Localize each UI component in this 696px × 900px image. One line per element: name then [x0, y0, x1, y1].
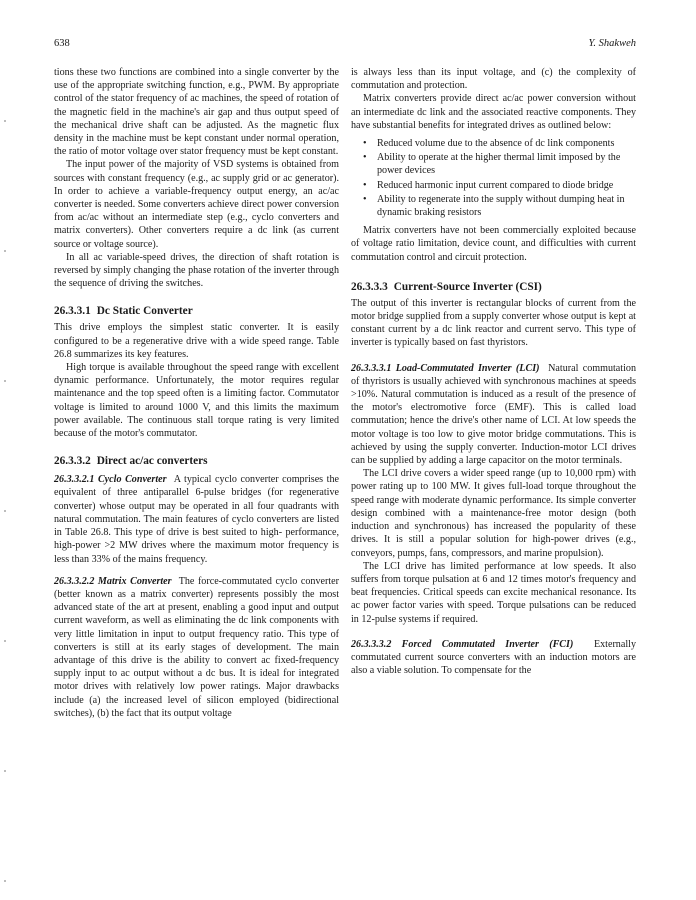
section-heading-direct-acac	[54, 454, 339, 468]
paragraph: In all ac variable-speed drives, the direction of shaft rotation is reversed by simply changing the phase rotation of the inverter through the sequence of driving the switches.	[54, 251, 339, 290]
paragraph: is always less than its input voltage, and (c) the complexity of commutation and protection.	[351, 67, 636, 92]
running-author: Y. Shakweh	[588, 38, 636, 49]
subsection-text: The force-commutated cyclo converter (better known as a matrix converter) represents possibly the most advanced state of the art at present, enabling a good input and output current waveform, as well as eliminating the dc link components with very little limitation in input to output frequency ratio. This type of converters is still at its early stages of development. The main advantage of this drive is the ability to convert ac fixed-frequency supply input to ac output without a dc bus. It is ideal for integrated motor drives with relatively low power ratings. Major drawbacks include (a) the increased level of silicon employed (bidirectional switches), (b) the fact that its output voltage	[54, 575, 340, 719]
paragraph: The LCI drive has limited performance at low speeds. It also suffers from torque pulsation at 6 and 12 times motor's frequency and beat frequencies. Critical speeds can excite mechanical resonance. Its ac power factor varies with speed. Torque pulsations can be reduced in 12-pulse systems if required.	[351, 560, 636, 625]
page-number: 638	[54, 38, 70, 49]
left-column	[54, 66, 339, 720]
list-item: • Ability to regenerate into the supply without dumping heat in dynamic braking resistors	[375, 193, 636, 219]
running-header	[54, 38, 636, 52]
subsection-matrix-converter	[54, 575, 339, 720]
paragraph: Matrix converters provide direct ac/ac power conversion without an intermediate dc link and the associated reactive components. They have substantial benefits for integrated drives as outlined below:	[351, 93, 636, 131]
paragraph: Matrix converters have not been commercially exploited because of voltage ratio limitation, device count, and difficulties with current commutation control and circuit protection.	[351, 225, 636, 263]
section-number: 26.3.3.1	[54, 305, 91, 318]
paragraph: The output of this inverter is rectangular blocks of current from the motor bridge supplied from a supply converter whose output is kept at constant current by a dc link reactor and current servo. This type of inverter is typically based on fast thyristors.	[351, 297, 636, 349]
list-item: • Reduced harmonic input current compared to diode bridge	[375, 179, 636, 192]
subsection-cyclo-converter	[54, 473, 339, 565]
paragraph: This drive employs the simplest static converter. It is easily configured to be a regenerative drive with a wide speed range. Table 26.8 summarizes its key features.	[54, 322, 339, 360]
subsection-text: Externally commutated current source converters with an induction motors are also a viable solution. To compensate for the	[351, 638, 636, 677]
subsection-text: A typical cyclo converter comprises the equivalent of three antiparallel 6-pulse bridges (for regenerative converter) whose output may be operated in all four quadrants with natural commutation. The main features of cyclo converters are listed in Table 26.8. This type of drive is best suited to high- performance, high-power >2 MW drives where the maximum motor frequency is less than 33% of the mains frequency.	[54, 474, 340, 565]
paragraph: The LCI drive covers a wider speed range (up to 10,000 rpm) with power rating up to 100 MW. It gives full-load torque throughout the speed range with moderate dynamic performance. Its simple converter design combined with a maintenance-free motor design (both induction and synchronous) has increased the popularity of these drives. It is still a popular solution for high-power drives (e.g., conveyors, pumps, fans, compressors, and marine propulsion).	[351, 468, 636, 559]
paragraph: The input power of the majority of VSD systems is obtained from sources with constant frequency (e.g., ac supply grid or ac generator). In order to achieve a variable-frequency output energy, an ac/ac converter is needed. Some converters achieve direct power conversion from ac/ac without an intermediate step (e.g., cyclo converters and matrix converters). Other converters require a dc link (as current source or voltage source).	[54, 159, 339, 250]
section-title: Direct ac/ac converters	[96, 455, 208, 468]
list-item: • Reduced volume due to the absence of dc link components	[375, 137, 636, 150]
section-title: Dc Static Converter	[96, 305, 193, 318]
section-title: Current-Source Inverter (CSI)	[393, 280, 542, 293]
section-number: 26.3.3.2	[54, 455, 91, 468]
list-item: • Ability to operate at the higher thermal limit imposed by the power devices	[375, 151, 636, 177]
subsection-text: Natural commutation of thyristors is usually achieved with synchronous machines at speeds >10%. Natural commutation is induced as a result of the presence of the motor's electromotive force (EMF). This is called load commutation; hence the drive's other name of LCI. At low speeds the motor voltage is too low to give motor bridge commutations. This is achieved by using the supply converter. Induction-motor LCI drives can be supplied by adding a large capacitor on the motor terminals.	[351, 362, 636, 467]
scan-edge-marks	[4, 0, 8, 900]
subsection-title: 26.3.3.3.2 Forced Commutated Inverter (FCI)	[351, 638, 574, 650]
paragraph: tions these two functions are combined into a single converter by the use of the appropriate switching function, e.g., PWM. By appropriate control of the stator frequency of ac machines, the speed of rotation of the magnetic field in the machine's air gap and thus output speed of the mechanical drive shaft can be adjusted. As the magnetic flux density in the machine must be kept constant under normal operation, the ratio of motor voltage over stator frequency must be kept constant.	[54, 67, 339, 158]
section-heading-dc-static	[54, 304, 339, 318]
paragraph: High torque is available throughout the speed range with excellent dynamic performance. Unfortunately, the motor requires regular maintenance and the top speed often is a limiting factor. Commutator voltage is limited to around 1000 V, and this limits the maximum power available. The continuous stall torque rating is very limited because of the motor's commutator.	[54, 362, 339, 440]
right-column	[351, 66, 636, 677]
subsection-title: 26.3.3.2.1 Cyclo Converter	[54, 474, 167, 486]
subsection-fci	[351, 638, 636, 678]
section-heading-csi	[351, 280, 636, 294]
section-number: 26.3.3.3	[351, 280, 388, 293]
benefits-list	[351, 137, 636, 219]
subsection-lci	[351, 362, 636, 468]
subsection-title: 26.3.3.3.1 Load-Commutated Inverter (LCI)	[351, 362, 540, 374]
subsection-title: 26.3.3.2.2 Matrix Converter	[54, 575, 172, 587]
